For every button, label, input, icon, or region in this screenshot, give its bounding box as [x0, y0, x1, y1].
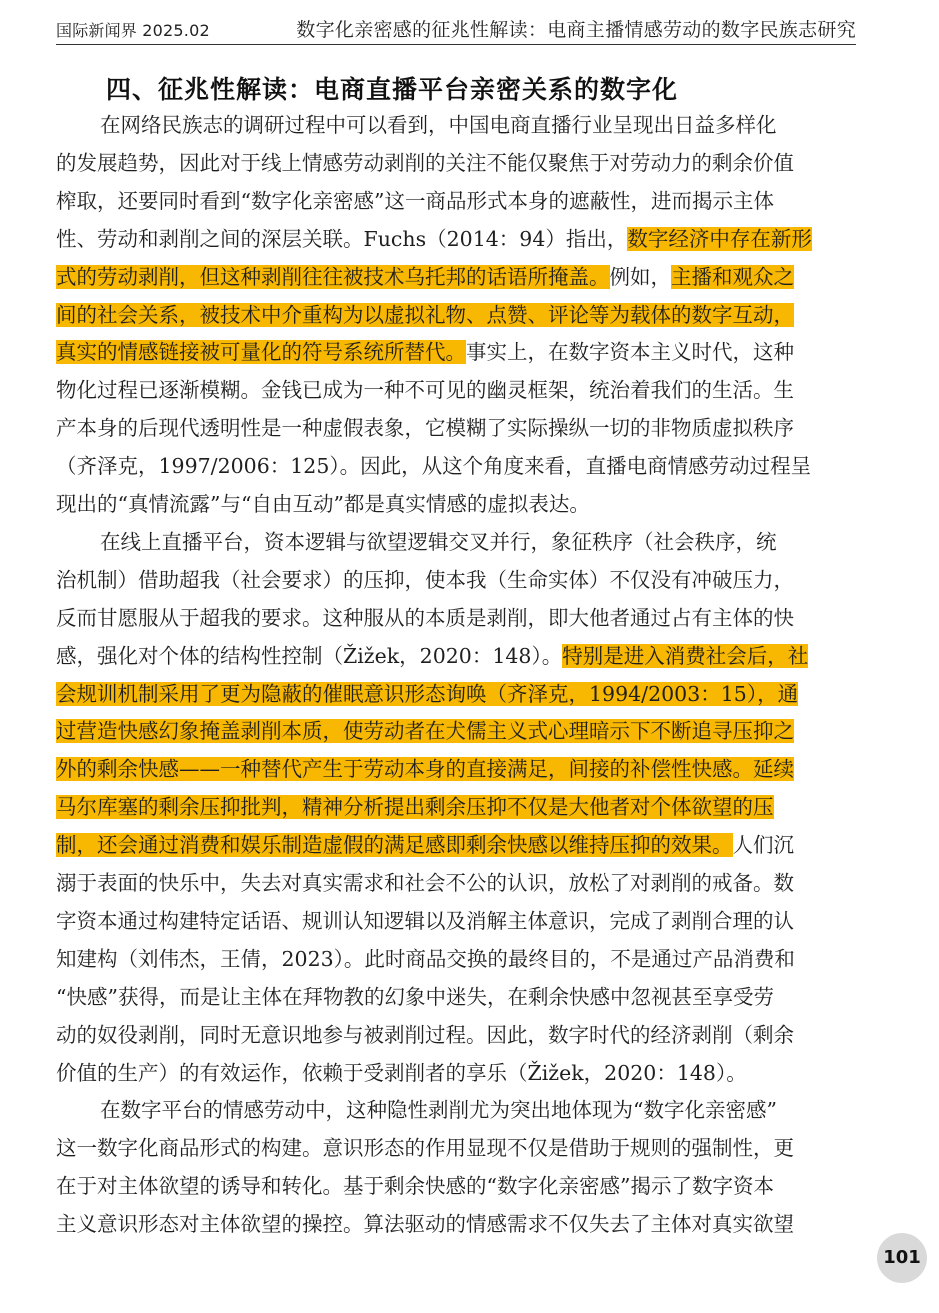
- highlighted-text: 特别是进入消费社会后，社: [562, 644, 809, 668]
- text-segment: 这一数字化商品形式的构建。意识形态的作用显现不仅是借助于规则的强制性，更: [56, 1136, 794, 1160]
- text-segment: 价值的生产）的有效运作，依赖于受剥削者的享乐（Žižek，2020：148）。: [56, 1061, 747, 1085]
- highlighted-text: 数字经济中存在新形: [627, 227, 812, 251]
- text-line: [56, 371, 856, 409]
- highlighted-text: 制，还会通过消费和娱乐制造虚假的满足感即剩余快感以维持压抑的效果。: [56, 833, 733, 857]
- highlighted-text: 真实的情感链接被可量化的符号系统所替代。: [56, 340, 466, 364]
- highlighted-text: 间的社会关系，被技术中介重构为以虚拟礼物、点赞、评论等为载体的数字互动，: [56, 303, 794, 327]
- text-segment: 在于对主体欲望的诱导和转化。基于剩余快感的“数字化亲密感”揭示了数字资本: [56, 1174, 774, 1198]
- text-line: [56, 447, 856, 485]
- text-segment: 在数字平台的情感劳动中，这种隐性剥削尤为突出地体现为“数字化亲密感”: [100, 1098, 777, 1122]
- text-line: [56, 485, 856, 523]
- journal-issue: 国际新闻界 2025.02: [56, 21, 210, 40]
- text-segment: 物化过程已逐渐模糊。金钱已成为一种不可见的幽灵框架，统治着我们的生活。生: [56, 378, 794, 402]
- text-line: [56, 561, 856, 599]
- text-segment: 动的奴役剥削，同时无意识地参与被剥削过程。因此，数字时代的经济剥削（剩余: [56, 1023, 794, 1047]
- text-segment: 人们沉: [732, 833, 794, 857]
- text-line: [56, 712, 856, 750]
- text-line: [56, 220, 856, 258]
- page-number-badge: 101: [877, 1233, 927, 1283]
- text-line: [56, 144, 856, 182]
- text-line: [56, 902, 856, 940]
- highlighted-text: 会规训机制采用了更为隐蔽的催眠意识形态询唤（齐泽克，1994/2003：15），通: [56, 682, 799, 706]
- text-segment: 感，强化对个体的结构性控制（Žižek，2020：148）。: [56, 644, 563, 668]
- text-line: [56, 182, 856, 220]
- text-segment: 反而甘愿服从于超我的要求。这种服从的本质是剥削，即大他者通过占有主体的快: [56, 606, 794, 630]
- text-line: [56, 599, 856, 637]
- text-line: [56, 788, 856, 826]
- text-segment: 例如，: [609, 265, 671, 289]
- highlighted-text: 马尔库塞的剩余压抑批判，精神分析提出剩余压抑不仅是大他者对个体欲望的压: [56, 795, 774, 819]
- text-line: [56, 333, 856, 371]
- text-line: [56, 258, 856, 296]
- text-segment: 字资本通过构建特定话语、规训认知逻辑以及消解主体意识，完成了剥削合理的认: [56, 909, 794, 933]
- text-segment: 治机制）借助超我（社会要求）的压抑，使本我（生命实体）不仅没有冲破压力，: [56, 568, 794, 592]
- text-segment: 事实上，在数字资本主义时代，这种: [466, 340, 794, 364]
- text-segment: “快感”获得，而是让主体在拜物教的幻象中迷失，在剩余快感中忽视甚至享受劳: [56, 985, 774, 1009]
- text-line: [56, 864, 856, 902]
- text-line: [56, 675, 856, 713]
- text-segment: 性、劳动和剥削之间的深层关联。Fuchs（2014：94）指出，: [56, 227, 628, 251]
- text-segment: 在线上直播平台，资本逻辑与欲望逻辑交叉并行，象征秩序（社会秩序，统: [100, 530, 777, 554]
- running-header: [56, 14, 856, 45]
- text-line: [56, 106, 856, 144]
- text-segment: （齐泽克，1997/2006：125）。因此，从这个角度来看，直播电商情感劳动过程呈: [56, 454, 812, 478]
- text-segment: 知建构（刘伟杰，王倩，2023）。此时商品交换的最终目的，不是通过产品消费和: [56, 947, 795, 971]
- text-segment: 在网络民族志的调研过程中可以看到，中国电商直播行业呈现出日益多样化: [100, 113, 777, 137]
- text-segment: 溺于表面的快乐中，失去对真实需求和社会不公的认识，放松了对剥削的戒备。数: [56, 871, 794, 895]
- text-line: [56, 296, 856, 334]
- text-line: [56, 940, 856, 978]
- text-line: [56, 523, 856, 561]
- text-segment: 主义意识形态对主体欲望的操控。算法驱动的情感需求不仅失去了主体对真实欲望: [56, 1212, 794, 1236]
- highlighted-text: 主播和观众之: [671, 265, 794, 289]
- text-line: [56, 637, 856, 675]
- running-title: 数字化亲密感的征兆性解读：电商主播情感劳动的数字民族志研究: [296, 19, 856, 41]
- text-line: [56, 826, 856, 864]
- text-segment: 现出的“真情流露”与“自由互动”都是真实情感的虚拟表达。: [56, 492, 590, 516]
- text-segment: 榨取，还要同时看到“数字化亲密感”这一商品形式本身的遮蔽性，进而揭示主体: [56, 189, 774, 213]
- section-title: 四、征兆性解读：电商直播平台亲密关系的数字化: [106, 75, 679, 104]
- text-line: [56, 1167, 856, 1205]
- text-line: [56, 409, 856, 447]
- text-line: [56, 750, 856, 788]
- highlighted-text: 式的劳动剥削，但这种剥削往往被技术乌托邦的话语所掩盖。: [56, 265, 610, 289]
- text-line: [56, 1016, 856, 1054]
- text-segment: 的发展趋势，因此对于线上情感劳动剥削的关注不能仅聚焦于对劳动力的剩余价值: [56, 151, 794, 175]
- text-line: [56, 1129, 856, 1167]
- highlighted-text: 外的剩余快感——一种替代产生于劳动本身的直接满足，间接的补偿性快感。延续: [56, 757, 794, 781]
- highlighted-text: 过营造快感幻象掩盖剥削本质，使劳动者在犬儒主义式心理暗示下不断追寻压抑之: [56, 719, 794, 743]
- text-line: [56, 1054, 856, 1092]
- text-line: [56, 978, 856, 1016]
- text-line: [56, 1091, 856, 1129]
- text-line: [56, 1205, 856, 1243]
- text-segment: 产本身的后现代透明性是一种虚假表象，它模糊了实际操纵一切的非物质虚拟秩序: [56, 416, 794, 440]
